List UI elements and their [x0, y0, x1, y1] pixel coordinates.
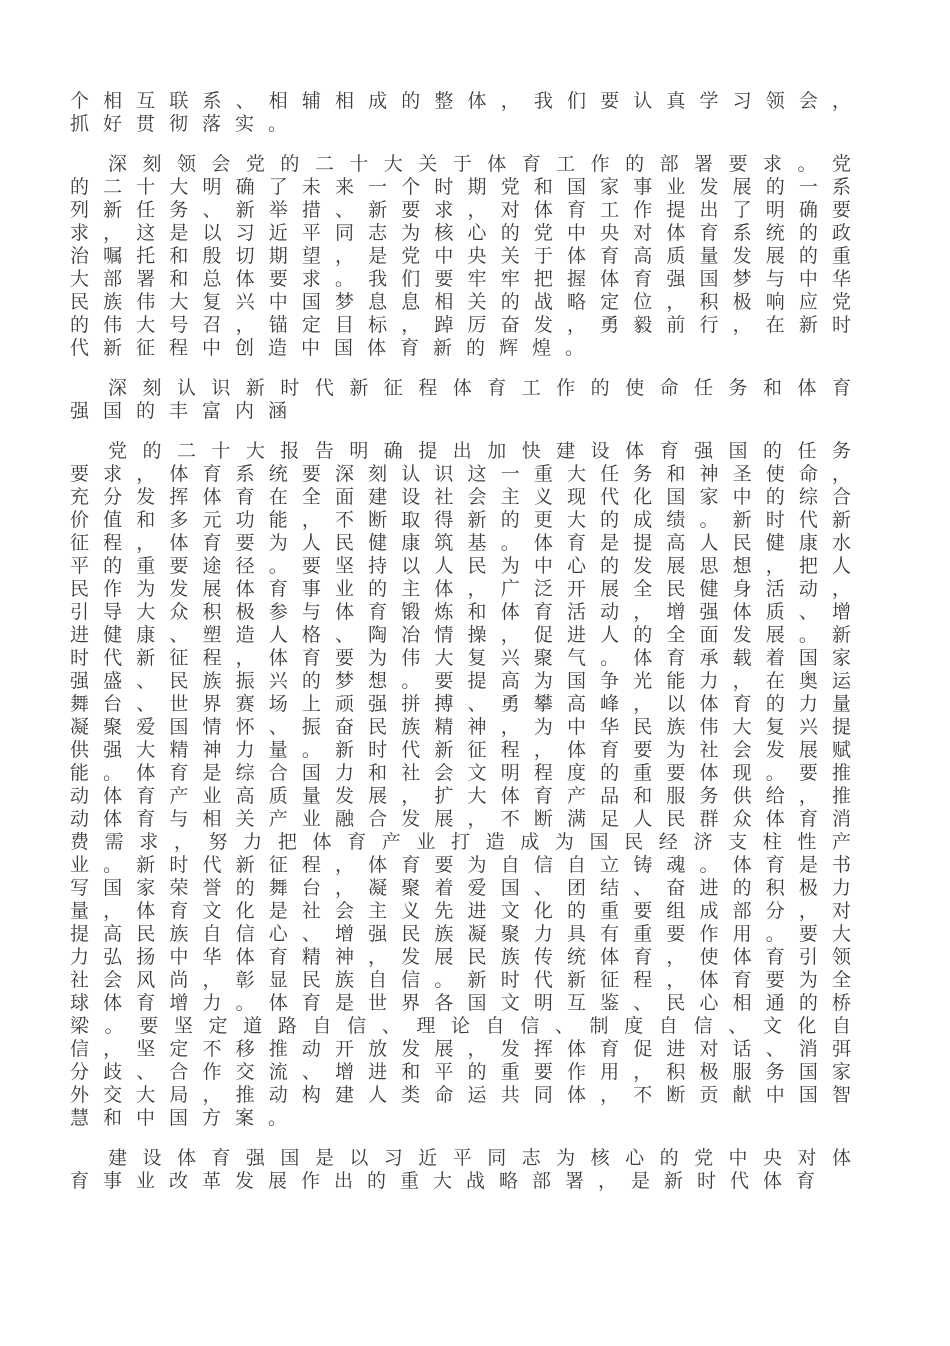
paragraph-deployment-requirements: 深刻领会党的二十大关于体育工作的部署要求。党的二十大明确了未来一个时期党和国家事业发展的一系列新任务、新举措、新要求，对体育工作提出了明确要求，这是以习近平同志为核心的党中央对体育系统的政治嘱托和殷切期望，是党中央关于体育高质量发展的重大部署和总体要求。我们要牢牢把握体育强国梦与中华民族伟大复兴中国梦息息相关的战略定位，积极响应党的伟大号召，锚定目标，踔厉奋发，勇毅前行，在新时代新征程中创造中国体育新的辉煌。 — [70, 153, 865, 359]
paragraph-strategic-deployment: 建设体育强国是以习近平同志为核心的党中央对体育事业改革发展作出的重大战略部署，是新时代体育 — [70, 1147, 865, 1192]
document-page — [70, 90, 865, 1210]
paragraph-continuation: 个相互联系、相辅相成的整体，我们要认真学习领会，抓好贯彻落实。 — [70, 90, 865, 135]
paragraph-mission-tasks: 党的二十大报告明确提出加快建设体育强国的任务要求，体育系统要深刻认识这一重大任务和神圣使命，充分发挥体育在全面建设社会主义现代化国家中的综合价值和多元功能，不断取得新的更大的成绩。新时代新征程，体育要为人民健康筑基。体育是提高人民健康水平的重要途径。要坚持以人民为中心的发展思想，把人民作为发展体育事业的主体，广泛开展全民健身活动，引导大众积极参与体育锻炼和体育活动，增强体质、增进健康、塑造人格、陶冶情操，促进人的全面发展。新时代新征程，体育要为伟大复兴聚气。体育承载着国家强盛、民族振兴的梦想。要提高为国争光能力，在奥运舞台、世界赛场上顽强拼搏、勇攀高峰，以体育的力量凝聚爱国情怀、振奋民族精神，为中华民族伟大复兴提供强大精神力量。新时代新征程，体育要为社会发展赋能。体育是综合国力和社会文明程度的重要体现。要推动体育产业高质量发展，扩大体育产品和服务供给，推动体育与相关产业融合发展，不断满足人民群众体育消费需求，努力把体育产业打造成为国民经济支柱性产业。新时代新征程，体育要为自信自立铸魂。体育是书写国家荣誉的舞台，凝聚着爱国、团结、奋进的积极力量，体育文化是社会主义先进文化的重要组成部分，对提高民族自信心、增强民族凝聚力具有重要作用。要大力弘扬中华体育精神，发展民族传统体育，使体育引领社会风尚，彰显民族自信。新时代新征程，体育要为全球体育增力。体育是世界各国文明互鉴、民心相通的桥梁。要坚定道路自信、理论自信、制度自信、文化自信，坚定不移推动开放发展，发挥体育促进对话、消弭分歧、合作交流、增进和平的重要作用，积极服务国家外交大局，推动构建人类命运共同体，不断贡献中国智慧和中国方案。 — [70, 440, 865, 1129]
section-heading: 深刻认识新时代新征程体育工作的使命任务和体育强国的丰富内涵 — [70, 377, 865, 422]
